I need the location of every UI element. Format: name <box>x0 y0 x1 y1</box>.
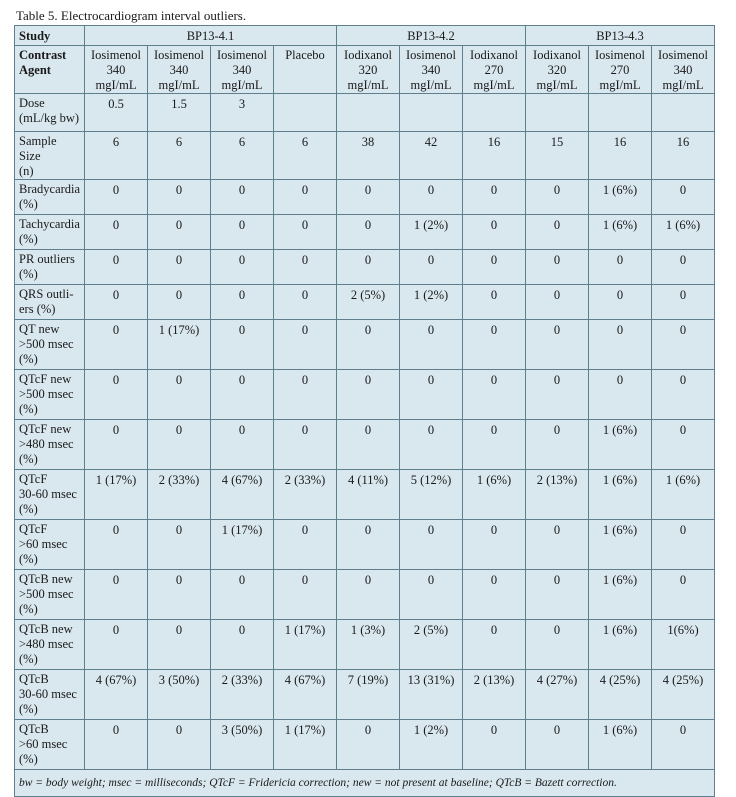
table-cell: 0 <box>85 320 148 370</box>
agent-header-line: mgI/mL <box>410 78 452 92</box>
agent-header-line: mgI/mL <box>95 78 137 92</box>
table-cell: 2 (33%) <box>211 670 274 720</box>
row-label-line: (n) <box>19 164 34 178</box>
table-row <box>15 620 715 670</box>
table-cell: 0 <box>652 320 715 370</box>
table-cell: 0 <box>337 720 400 770</box>
row-label-line: QTcB new <box>19 572 73 586</box>
row-label-line: (%) <box>19 452 38 466</box>
contrast-agent-header <box>589 46 652 94</box>
table-cell: 2 (13%) <box>526 470 589 520</box>
contrast-agent-header <box>274 46 337 94</box>
table-cell: 1 (3%) <box>337 620 400 670</box>
table-cell: 1 (6%) <box>589 215 652 250</box>
row-label <box>15 570 85 620</box>
row-label-line: (%) <box>19 402 38 416</box>
table-cell: 1 (17%) <box>148 320 211 370</box>
row-label-line: QTcB <box>19 672 49 686</box>
table-cell: 0 <box>652 570 715 620</box>
table-cell: 0 <box>85 620 148 670</box>
table-cell: 0 <box>274 570 337 620</box>
agent-header-line: mgI/mL <box>158 78 200 92</box>
agent-header-line: 340 <box>106 63 126 77</box>
table-cell: 1 (6%) <box>652 215 715 250</box>
table-cell: 0 <box>337 420 400 470</box>
agent-header-line: 340 <box>232 63 252 77</box>
table-cell: 0 <box>526 720 589 770</box>
contrast-agent-header <box>526 46 589 94</box>
table-cell: 1 (6%) <box>589 620 652 670</box>
row-label-line: QTcB <box>19 722 49 736</box>
table-cell: 4 (25%) <box>652 670 715 720</box>
row-label <box>15 215 85 250</box>
row-label-line: (%) <box>19 352 38 366</box>
table-cell: 0.5 <box>85 94 148 132</box>
table-cell: 0 <box>463 620 526 670</box>
table-cell: 4 (67%) <box>85 670 148 720</box>
row-label-line: >500 msec <box>19 337 74 351</box>
table-cell: 2 (33%) <box>148 470 211 520</box>
table-cell: 1 (6%) <box>589 520 652 570</box>
row-label-line: (%) <box>19 502 38 516</box>
table-cell: 0 <box>589 285 652 320</box>
agent-header-line: 320 <box>547 63 567 77</box>
row-label <box>15 370 85 420</box>
agent-header-line: 270 <box>484 63 504 77</box>
table-cell: 0 <box>463 320 526 370</box>
row-label-line: (%) <box>19 552 38 566</box>
table-cell: 2 (5%) <box>337 285 400 320</box>
row-label <box>15 132 85 180</box>
table-cell: 0 <box>148 180 211 215</box>
table-cell: 6 <box>274 132 337 180</box>
table-cell: 0 <box>85 520 148 570</box>
table-cell: 0 <box>148 250 211 285</box>
row-label-line: (%) <box>19 267 38 281</box>
table-cell: 0 <box>400 180 463 215</box>
agent-header-line: Iosimenol <box>154 48 204 62</box>
table-cell: 0 <box>211 285 274 320</box>
row-label <box>15 470 85 520</box>
row-label-line: (%) <box>19 232 38 246</box>
table-cell: 0 <box>274 420 337 470</box>
table-container <box>14 6 714 797</box>
table-cell: 1(6%) <box>652 620 715 670</box>
table-cell: 1 (6%) <box>589 180 652 215</box>
table-body <box>15 94 715 770</box>
table-cell: 0 <box>148 520 211 570</box>
table-cell: 1 (2%) <box>400 285 463 320</box>
row-label-line: Dose <box>19 96 45 110</box>
table-cell: 0 <box>652 420 715 470</box>
table-cell: 0 <box>463 250 526 285</box>
study-header-row <box>15 26 715 46</box>
agent-header-label: Contrast Agent <box>15 46 85 94</box>
table-cell: 0 <box>337 320 400 370</box>
table-cell: 0 <box>211 570 274 620</box>
table-cell: 1.5 <box>148 94 211 132</box>
table-cell: 15 <box>526 132 589 180</box>
table-cell: 5 (12%) <box>400 470 463 520</box>
table-cell: 0 <box>337 180 400 215</box>
row-label-line: >480 msec <box>19 637 74 651</box>
row-label-line: Sample Size <box>19 134 57 163</box>
contrast-agent-header <box>85 46 148 94</box>
table-cell: 6 <box>211 132 274 180</box>
table-cell: 0 <box>526 320 589 370</box>
row-label <box>15 420 85 470</box>
table-cell: 0 <box>211 620 274 670</box>
table-cell: 6 <box>85 132 148 180</box>
table-footnote: bw = body weight; msec = milliseconds; QTcF = Fridericia correction; new = not present at baseline; QTcB = Bazett correction. <box>15 770 715 797</box>
table-cell: 0 <box>211 215 274 250</box>
row-label <box>15 94 85 132</box>
row-label <box>15 670 85 720</box>
table-cell: 38 <box>337 132 400 180</box>
footnote-row <box>15 770 715 797</box>
table-row <box>15 670 715 720</box>
table-cell: 0 <box>337 520 400 570</box>
agent-header-line: Iosimenol <box>217 48 267 62</box>
table-cell <box>652 94 715 132</box>
contrast-agent-header <box>211 46 274 94</box>
table-cell: 3 (50%) <box>148 670 211 720</box>
agent-header-line: Placebo <box>285 48 325 62</box>
table-cell: 0 <box>589 250 652 285</box>
table-cell <box>400 94 463 132</box>
table-cell: 4 (25%) <box>589 670 652 720</box>
table-cell: 2 (33%) <box>274 470 337 520</box>
row-label-line: QTcF <box>19 472 48 486</box>
table-cell: 1 (17%) <box>274 620 337 670</box>
agent-header-line: Iosimenol <box>406 48 457 62</box>
agent-header-line: 320 <box>358 63 378 77</box>
table-cell: 0 <box>463 570 526 620</box>
table-cell: 16 <box>463 132 526 180</box>
table-cell: 1 (6%) <box>652 470 715 520</box>
study-group-header: BP13-4.3 <box>526 26 715 46</box>
table-cell: 0 <box>526 250 589 285</box>
table-cell: 0 <box>85 180 148 215</box>
agent-header-line: Iodixanol <box>470 48 518 62</box>
row-label-line: >60 msec <box>19 537 68 551</box>
table-cell: 3 (50%) <box>211 720 274 770</box>
agent-header-line: Iosimenol <box>595 48 646 62</box>
table-cell: 0 <box>526 520 589 570</box>
row-label-line: >500 msec <box>19 587 74 601</box>
row-label-line: (%) <box>19 197 38 211</box>
table-cell: 0 <box>148 620 211 670</box>
table-row <box>15 132 715 180</box>
table-cell: 0 <box>274 250 337 285</box>
table-cell: 42 <box>400 132 463 180</box>
table-cell: 3 <box>211 94 274 132</box>
table-cell: 0 <box>400 320 463 370</box>
agent-header-line: mgI/mL <box>599 78 641 92</box>
table-cell: 2 (13%) <box>463 670 526 720</box>
table-cell: 4 (11%) <box>337 470 400 520</box>
table-cell: 0 <box>274 320 337 370</box>
row-label-line: 30-60 msec <box>19 687 77 701</box>
table-cell: 0 <box>526 370 589 420</box>
row-label-line: >480 msec <box>19 437 74 451</box>
table-cell: 0 <box>589 320 652 370</box>
row-label-line: >60 msec <box>19 737 68 751</box>
table-row <box>15 520 715 570</box>
table-cell: 0 <box>526 420 589 470</box>
row-label-line: (mL/kg bw) <box>19 111 80 125</box>
row-label <box>15 320 85 370</box>
table-cell: 2 (5%) <box>400 620 463 670</box>
row-label-line: 30-60 msec <box>19 487 77 501</box>
table-cell: 0 <box>526 285 589 320</box>
table-cell: 0 <box>85 570 148 620</box>
table-row <box>15 720 715 770</box>
table-cell: 0 <box>400 520 463 570</box>
table-cell: 0 <box>652 250 715 285</box>
ecg-outliers-table <box>14 25 715 797</box>
table-cell: 0 <box>85 285 148 320</box>
table-row <box>15 94 715 132</box>
table-cell: 0 <box>85 215 148 250</box>
table-cell: 0 <box>337 370 400 420</box>
table-cell: 0 <box>463 215 526 250</box>
row-label-line: (%) <box>19 752 38 766</box>
study-header-label: Study <box>15 26 85 46</box>
table-cell: 4 (27%) <box>526 670 589 720</box>
agent-header-line: 340 <box>421 63 441 77</box>
row-label <box>15 720 85 770</box>
row-label-line: Tachycardia <box>19 217 80 231</box>
table-cell <box>463 94 526 132</box>
row-label <box>15 520 85 570</box>
table-row <box>15 470 715 520</box>
agent-header-line: mgI/mL <box>473 78 515 92</box>
row-label-line: QRS outli- <box>19 287 74 301</box>
table-caption: Table 5. Electrocardiogram interval outliers. <box>16 8 247 23</box>
table-cell: 0 <box>463 720 526 770</box>
contrast-agent-header <box>400 46 463 94</box>
agent-header-row <box>15 46 715 94</box>
table-cell: 0 <box>463 370 526 420</box>
row-label <box>15 620 85 670</box>
table-cell: 0 <box>337 215 400 250</box>
table-row <box>15 570 715 620</box>
table-cell: 0 <box>652 180 715 215</box>
table-cell: 0 <box>652 285 715 320</box>
table-cell: 0 <box>211 370 274 420</box>
study-group-header: BP13-4.1 <box>85 26 337 46</box>
table-cell: 1 (17%) <box>211 520 274 570</box>
table-cell: 0 <box>211 180 274 215</box>
table-cell <box>337 94 400 132</box>
table-cell: 0 <box>337 250 400 285</box>
table-cell: 0 <box>274 520 337 570</box>
agent-header-line: Iosimenol <box>658 48 709 62</box>
row-label <box>15 180 85 215</box>
agent-header-line: mgI/mL <box>662 78 704 92</box>
contrast-agent-header <box>652 46 715 94</box>
table-cell: 0 <box>526 215 589 250</box>
table-cell: 0 <box>526 570 589 620</box>
table-row <box>15 215 715 250</box>
row-label-line: ers (%) <box>19 302 56 316</box>
table-cell: 16 <box>589 132 652 180</box>
table-cell: 16 <box>652 132 715 180</box>
row-label-line: (%) <box>19 652 38 666</box>
table-cell <box>274 94 337 132</box>
table-cell: 0 <box>274 285 337 320</box>
contrast-agent-header <box>337 46 400 94</box>
table-cell: 0 <box>400 420 463 470</box>
table-cell: 0 <box>463 420 526 470</box>
table-cell: 0 <box>400 570 463 620</box>
table-cell: 6 <box>148 132 211 180</box>
table-cell: 0 <box>148 285 211 320</box>
row-label-line: (%) <box>19 702 38 716</box>
agent-header-line: 340 <box>169 63 189 77</box>
table-cell: 1 (6%) <box>589 420 652 470</box>
contrast-agent-header <box>148 46 211 94</box>
table-cell: 0 <box>337 570 400 620</box>
table-cell: 1 (2%) <box>400 720 463 770</box>
row-label-line: Bradycardia <box>19 182 81 196</box>
row-label-line: QTcB new <box>19 622 73 636</box>
table-cell: 0 <box>148 215 211 250</box>
table-cell: 4 (67%) <box>274 670 337 720</box>
agent-header-line: mgI/mL <box>347 78 389 92</box>
table-cell: 0 <box>526 180 589 215</box>
table-cell: 0 <box>589 370 652 420</box>
table-cell: 1 (6%) <box>589 570 652 620</box>
table-row <box>15 180 715 215</box>
table-cell: 0 <box>85 420 148 470</box>
table-cell: 0 <box>526 620 589 670</box>
table-cell <box>589 94 652 132</box>
table-cell: 0 <box>274 180 337 215</box>
agent-header-line: Iosimenol <box>91 48 141 62</box>
table-cell: 1 (17%) <box>274 720 337 770</box>
table-cell: 0 <box>148 370 211 420</box>
table-cell: 0 <box>85 370 148 420</box>
table-row <box>15 285 715 320</box>
table-cell: 1 (17%) <box>85 470 148 520</box>
table-row <box>15 320 715 370</box>
contrast-agent-header <box>463 46 526 94</box>
row-label-line: QTcF <box>19 522 48 536</box>
row-label-line: QTcF new <box>19 372 72 386</box>
table-cell: 4 (67%) <box>211 470 274 520</box>
table-cell: 1 (6%) <box>463 470 526 520</box>
agent-header-line: mgI/mL <box>536 78 578 92</box>
table-cell: 0 <box>211 320 274 370</box>
table-cell: 0 <box>274 215 337 250</box>
row-label <box>15 250 85 285</box>
table-cell: 0 <box>148 570 211 620</box>
row-label-line: PR outliers <box>19 252 75 266</box>
table-cell: 1 (6%) <box>589 720 652 770</box>
table-cell: 0 <box>463 180 526 215</box>
table-cell: 0 <box>85 720 148 770</box>
row-label-line: QTcF new <box>19 422 72 436</box>
table-cell: 0 <box>400 370 463 420</box>
table-cell: 0 <box>400 250 463 285</box>
table-cell: 7 (19%) <box>337 670 400 720</box>
row-label <box>15 285 85 320</box>
agent-header-line: Iodixanol <box>344 48 392 62</box>
table-cell <box>526 94 589 132</box>
table-cell: 0 <box>652 370 715 420</box>
table-cell: 0 <box>85 250 148 285</box>
table-cell: 0 <box>463 285 526 320</box>
agent-header-line: mgI/mL <box>221 78 263 92</box>
table-cell: 0 <box>652 720 715 770</box>
table-row <box>15 250 715 285</box>
row-label-line: QT new <box>19 322 60 336</box>
table-cell: 0 <box>211 250 274 285</box>
agent-header-line: 270 <box>610 63 630 77</box>
table-row <box>15 420 715 470</box>
table-cell: 0 <box>211 420 274 470</box>
table-cell: 0 <box>274 370 337 420</box>
table-cell: 1 (6%) <box>589 470 652 520</box>
table-cell: 0 <box>463 520 526 570</box>
table-cell: 0 <box>148 720 211 770</box>
row-label-line: >500 msec <box>19 387 74 401</box>
table-cell: 0 <box>652 520 715 570</box>
table-cell: 1 (2%) <box>400 215 463 250</box>
row-label-line: (%) <box>19 602 38 616</box>
study-group-header: BP13-4.2 <box>337 26 526 46</box>
agent-header-line: Iodixanol <box>533 48 581 62</box>
table-cell: 13 (31%) <box>400 670 463 720</box>
agent-header-line: 340 <box>673 63 693 77</box>
table-row <box>15 370 715 420</box>
table-cell: 0 <box>148 420 211 470</box>
